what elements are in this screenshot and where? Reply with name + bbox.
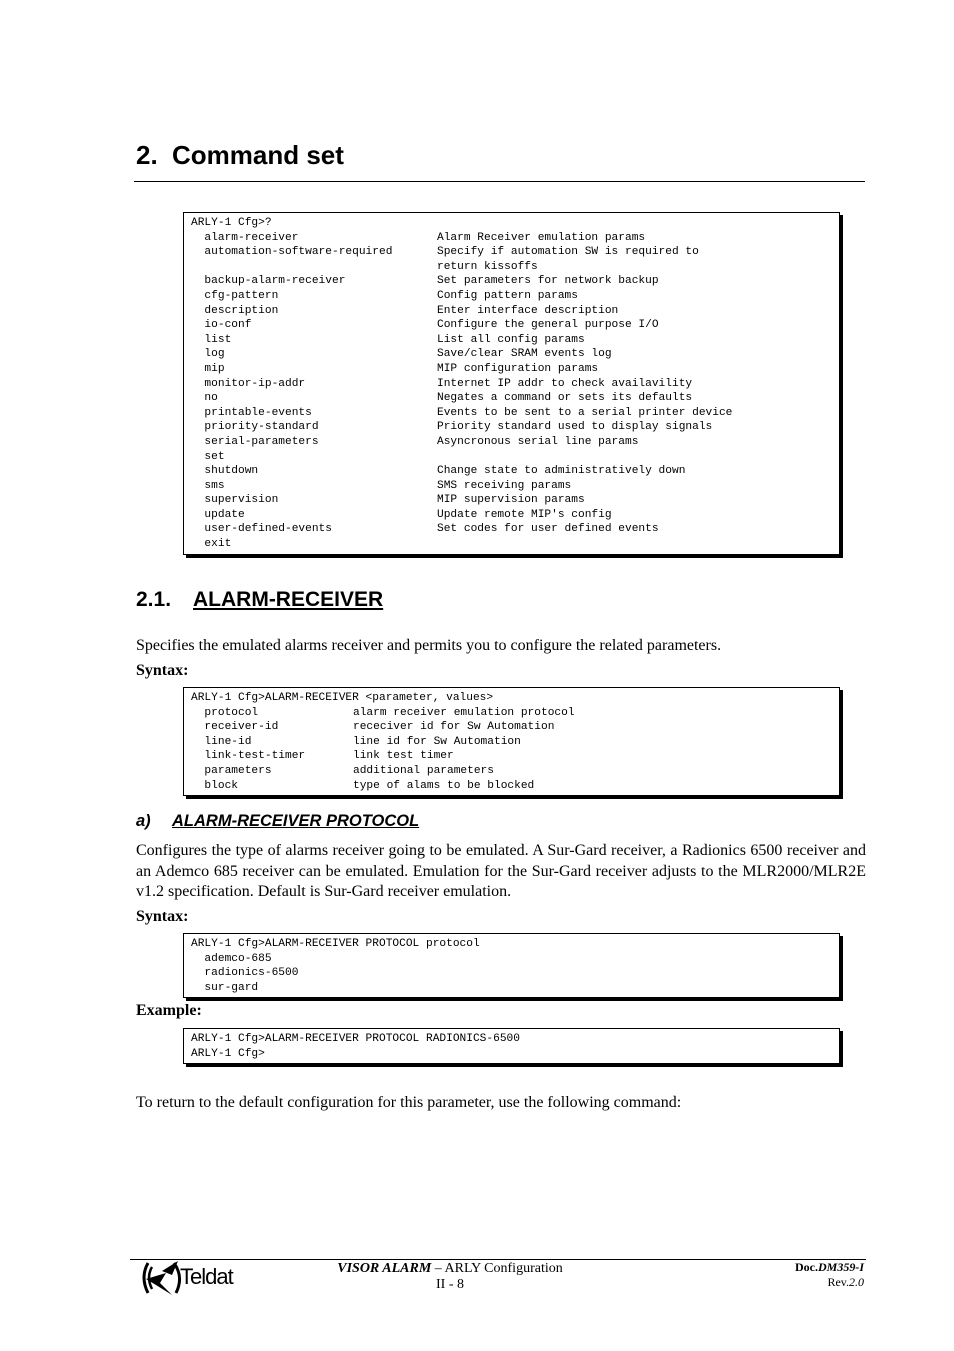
code-description: Internet IP addr to check availavility	[437, 377, 693, 390]
rev-number: 2.0	[849, 1275, 864, 1289]
code-command: receiver-id	[191, 721, 279, 734]
code-command: monitor-ip-addr	[191, 377, 306, 390]
code-description: Enter interface description	[437, 304, 619, 317]
syntax-label: Syntax:	[136, 662, 189, 679]
code-command: mip	[191, 362, 225, 375]
code-line	[191, 231, 839, 246]
code-line	[191, 245, 839, 260]
alarm-receiver-syntax-box	[183, 687, 840, 796]
code-command: no	[191, 392, 218, 405]
subsection-title: ALARM-RECEIVER	[193, 588, 384, 611]
code-line	[191, 691, 839, 706]
code-description: Priority standard used to display signals	[437, 421, 713, 434]
code-command: link-test-timer	[191, 750, 306, 763]
subsubsection-heading	[136, 810, 419, 832]
footer-product: VISOR ALARM	[337, 1261, 432, 1276]
teldat-bird-icon	[138, 1259, 238, 1297]
code-description: MIP supervision params	[437, 494, 585, 507]
code-description: Events to be sent to a serial printer device	[437, 406, 733, 419]
code-line	[191, 304, 839, 319]
code-description: Alarm Receiver emulation params	[437, 231, 646, 244]
subsubsection-title: ALARM-RECEIVER PROTOCOL	[172, 812, 420, 830]
code-line	[191, 706, 839, 721]
code-line	[191, 522, 839, 537]
rev-prefix: Rev.	[827, 1275, 849, 1289]
code-command: serial-parameters	[191, 435, 319, 448]
code-line	[191, 464, 839, 479]
code-description: SMS receiving params	[437, 479, 572, 492]
code-command: alarm-receiver	[191, 231, 299, 244]
code-description: return kissoffs	[437, 260, 538, 273]
code-description: additional parameters	[353, 764, 494, 777]
code-description: Asyncronous serial line params	[437, 435, 639, 448]
code-description: Config pattern params	[437, 289, 578, 302]
code-command: description	[191, 304, 279, 317]
code-line: ARLY-1 Cfg>ALARM-RECEIVER PROTOCOL protocol	[191, 938, 480, 950]
footer-right	[700, 1260, 864, 1290]
code-command: log	[191, 348, 225, 361]
code-description: type of alams to be blocked	[353, 779, 535, 792]
section-title: Command set	[172, 140, 344, 170]
subsection-number: 2.1.	[136, 588, 172, 611]
code-command: io-conf	[191, 319, 252, 332]
code-command: line-id	[191, 735, 252, 748]
code-command: parameters	[191, 764, 272, 777]
code-line	[191, 333, 839, 348]
code-line	[191, 347, 839, 362]
code-line: ARLY-1 Cfg>ALARM-RECEIVER PROTOCOL RADIONICS-6500	[191, 1033, 520, 1045]
example-label: Example:	[136, 1002, 202, 1019]
code-description: Specify if automation SW is required to	[437, 246, 699, 259]
code-command: ARLY-1 Cfg>ALARM-RECEIVER <parameter, values>	[191, 692, 494, 704]
code-description: link test timer	[353, 750, 454, 763]
code-command: protocol	[191, 706, 259, 719]
footer-product-suffix: – ARLY Configuration	[431, 1261, 563, 1276]
code-line: ARLY-1 Cfg>	[191, 1047, 265, 1060]
code-line	[191, 493, 839, 508]
code-command: list	[191, 333, 232, 346]
code-command: exit	[191, 538, 232, 551]
subsection-heading	[136, 586, 383, 614]
code-command: shutdown	[191, 465, 259, 478]
code-description: Configure the general purpose I/O	[437, 319, 659, 332]
code-command: ARLY-1 Cfg>?	[191, 217, 272, 229]
protocol-syntax-box	[183, 933, 840, 998]
code-line: sur-gard	[191, 981, 259, 994]
code-line: radionics-6500	[191, 967, 299, 980]
code-line	[191, 318, 839, 333]
code-line	[191, 274, 839, 289]
code-command: sms	[191, 479, 225, 492]
code-command: printable-events	[191, 406, 312, 419]
teldat-logo	[138, 1259, 238, 1297]
code-description: Set codes for user defined events	[437, 523, 659, 536]
code-command: block	[191, 779, 238, 792]
code-description: Set parameters for network backup	[437, 275, 659, 288]
command-list-box	[183, 212, 840, 555]
code-line	[191, 435, 839, 450]
code-description: alarm receiver emulation protocol	[353, 706, 575, 719]
doc-prefix: Doc.	[794, 1260, 818, 1274]
code-description: receciver id for Sw Automation	[353, 721, 555, 734]
default-note: To return to the default configuration for this parameter, use the following command:	[136, 1094, 682, 1111]
protocol-example-box	[183, 1028, 840, 1064]
code-line	[191, 391, 839, 406]
code-line	[191, 216, 839, 231]
code-line	[191, 450, 839, 465]
subsection-description: Specifies the emulated alarms receiver and permits you to configure the related parameters.	[136, 637, 722, 654]
code-line	[191, 420, 839, 435]
code-description: Change state to administratively down	[437, 465, 686, 478]
code-description: line id for Sw Automation	[353, 735, 521, 748]
code-line	[191, 260, 839, 275]
code-command: priority-standard	[191, 421, 319, 434]
section-divider	[134, 181, 865, 182]
code-description: Save/clear SRAM events log	[437, 348, 612, 361]
code-description: Negates a command or sets its defaults	[437, 392, 693, 405]
code-line	[191, 764, 839, 779]
footer-center	[300, 1261, 600, 1293]
code-command: user-defined-events	[191, 523, 332, 536]
code-line	[191, 289, 839, 304]
protocol-description: Configures the type of alarms receiver going to be emulated. A Sur-Gard receiver, a Radionics 6500 receiver and an Ademco 685 receiver can be emulated. Emulation for the Sur-Gard receiver adjusts to the MLR2000/MLR2E v1.2 specification. Default is Sur-Gard receiver emulation.	[136, 842, 866, 900]
section-heading	[136, 138, 344, 172]
code-command: backup-alarm-receiver	[191, 275, 346, 288]
code-command: supervision	[191, 494, 279, 507]
code-description: List all config params	[437, 333, 585, 346]
protocol-syntax-label: Syntax:	[136, 908, 189, 925]
code-command: cfg-pattern	[191, 289, 279, 302]
code-command: update	[191, 508, 245, 521]
section-number: 2.	[136, 140, 158, 170]
code-line: ademco-685	[191, 952, 272, 965]
code-line	[191, 377, 839, 392]
code-line	[191, 479, 839, 494]
code-line	[191, 779, 839, 794]
code-description: Update remote MIP's config	[437, 508, 612, 521]
code-description: MIP configuration params	[437, 362, 599, 375]
code-line	[191, 720, 839, 735]
code-line	[191, 406, 839, 421]
code-line	[191, 735, 839, 750]
code-command: set	[191, 450, 225, 463]
code-line	[191, 537, 839, 552]
code-line	[191, 749, 839, 764]
code-line	[191, 508, 839, 523]
doc-id: DM359-I	[817, 1260, 864, 1274]
logo-text: Teldat	[180, 1264, 233, 1289]
footer-page-number: II - 8	[436, 1277, 464, 1292]
code-line	[191, 362, 839, 377]
code-command: automation-software-required	[191, 246, 393, 259]
subsubsection-number: a)	[136, 812, 151, 830]
